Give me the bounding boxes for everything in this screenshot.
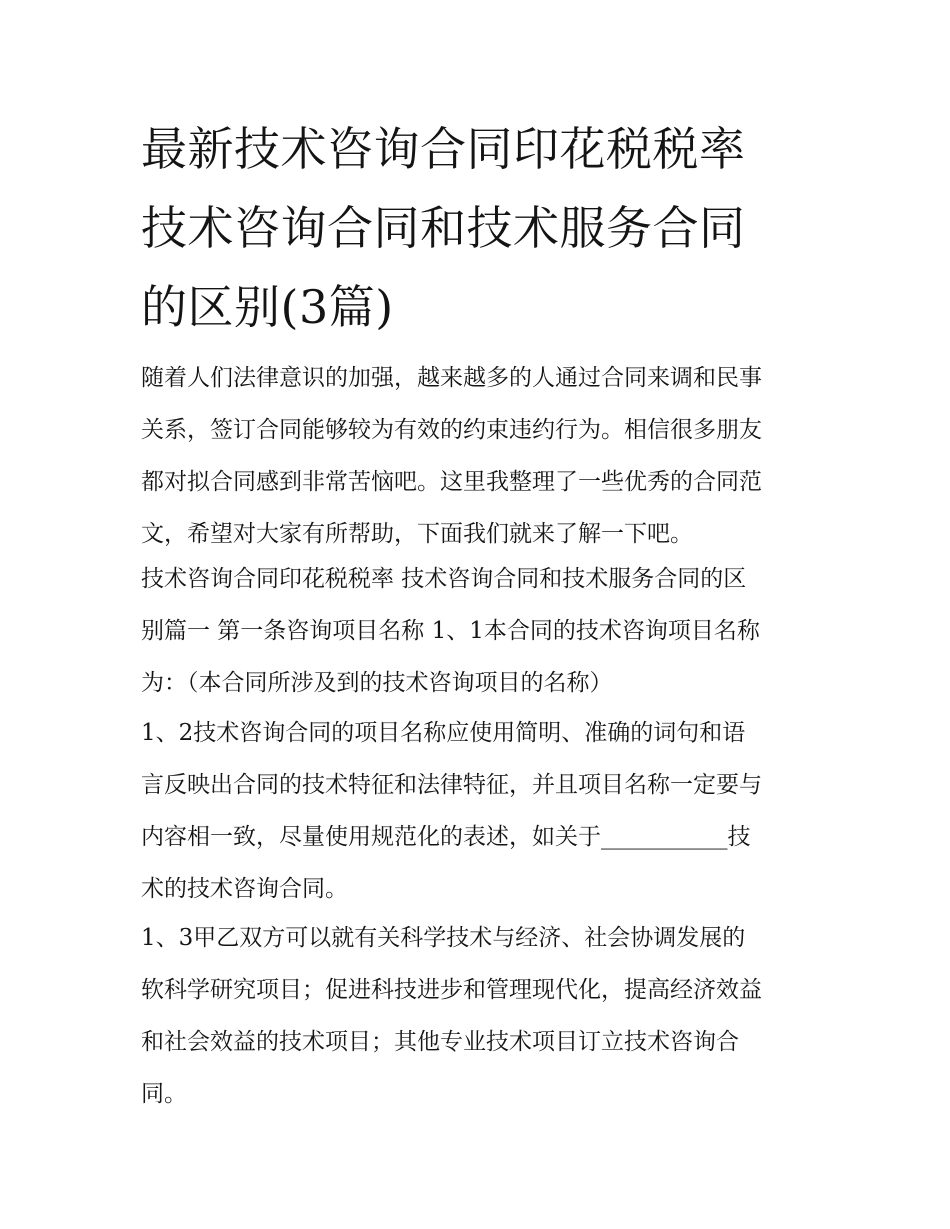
intro-paragraph	[141, 352, 831, 560]
text-line: 内容相一致，尽量使用规范化的表述，如关于___________技	[141, 824, 751, 850]
text-line: 文，希望对大家有所帮助，下面我们就来了解一下吧。	[141, 521, 693, 547]
text-line: 言反映出合同的技术特征和法律特征，并且项目名称一定要与	[141, 772, 762, 798]
text-line: 和社会效益的技术项目；其他专业技术项目订立技术咨询合	[141, 1029, 739, 1055]
text-line: 关系，签订合同能够较为有效的约束违约行为。相信很多朋友	[141, 417, 762, 443]
title-line: 最新技术咨询合同印花税税率	[141, 122, 746, 176]
text-line: 术的技术咨询合同。	[141, 876, 348, 902]
text-line: 软科学研究项目；促进科技进步和管理现代化，提高经济效益	[141, 977, 762, 1003]
title-line: 技术咨询合同和技术服务合同	[141, 201, 746, 255]
text-line: 别篇一 第一条咨询项目名称 1、1本合同的技术咨询项目名称	[141, 618, 760, 644]
text-line: 技术咨询合同印花税税率 技术咨询合同和技术服务合同的区	[141, 566, 747, 592]
clause-1-2-paragraph	[141, 707, 831, 915]
text-line: 为：（本合同所涉及到的技术咨询项目的名称）	[141, 670, 613, 696]
title-line: 的区别(3篇)	[141, 280, 394, 334]
text-line: 1、3甲乙双方可以就有关科学技术与经济、社会协调发展的	[141, 925, 746, 951]
article-one-paragraph	[141, 553, 831, 709]
clause-1-3-paragraph	[141, 912, 831, 1120]
text-line: 同。	[141, 1081, 187, 1107]
document-title	[141, 110, 821, 347]
text-line: 随着人们法律意识的加强，越来越多的人通过合同来调和民事	[141, 365, 762, 391]
text-line: 都对拟合同感到非常苦恼吧。这里我整理了一些优秀的合同范	[141, 469, 762, 495]
text-line: 1、2技术咨询合同的项目名称应使用简明、准确的词句和语	[141, 720, 746, 746]
